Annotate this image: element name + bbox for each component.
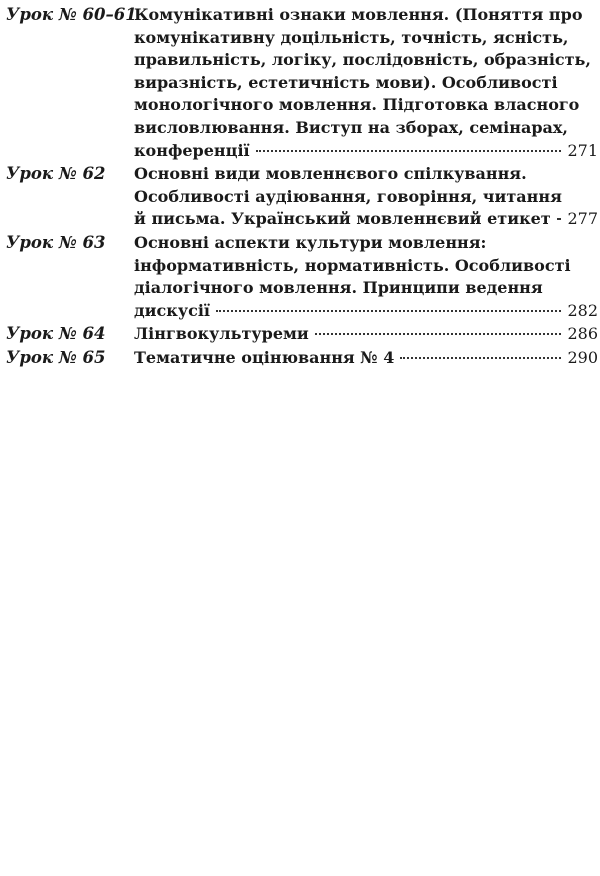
title-line: Тематичне оцінювання № 4 bbox=[134, 347, 395, 367]
page-number: 277 bbox=[567, 209, 598, 229]
lesson-title bbox=[134, 347, 598, 370]
title-line: монологічного мовлення. Підготовка власного bbox=[134, 95, 580, 115]
toc-entry-lesson-60-61 bbox=[6, 4, 598, 162]
title-last-line bbox=[134, 300, 598, 323]
title-line: правильність, логіку, послідовність, образність, bbox=[134, 50, 591, 70]
page-number: 271 bbox=[567, 140, 598, 160]
title-line: конференції bbox=[134, 140, 250, 160]
title-line: Особливості аудіювання, говоріння, читання bbox=[134, 186, 562, 206]
lesson-number: Урок № 60–61 bbox=[6, 5, 137, 24]
table-of-contents bbox=[6, 4, 598, 371]
title-line: Основні види мовленнєвого спілкування. bbox=[134, 164, 527, 184]
title-last-line bbox=[134, 323, 598, 346]
title-last-line bbox=[134, 208, 598, 231]
lesson-title bbox=[134, 163, 598, 231]
toc-entry-lesson-62 bbox=[6, 163, 598, 231]
page-number: 286 bbox=[567, 324, 598, 344]
lesson-number: Урок № 65 bbox=[6, 347, 106, 367]
page-number: 282 bbox=[567, 300, 598, 320]
title-line: інформативність, нормативність. Особливості bbox=[134, 255, 571, 275]
title-line: виразність, естетичність мови). Особливості bbox=[134, 72, 558, 92]
title-line: діалогічного мовлення. Принципи ведення bbox=[134, 278, 543, 298]
page-number: 290 bbox=[567, 347, 598, 367]
dot-leader bbox=[400, 357, 561, 359]
title-line: Комунікативні ознаки мовлення. (Поняття про bbox=[134, 5, 583, 24]
lesson-number: Урок № 62 bbox=[6, 164, 106, 184]
dot-leader bbox=[256, 150, 562, 152]
lesson-number: Урок № 63 bbox=[6, 232, 106, 252]
title-last-line bbox=[134, 140, 598, 163]
dot-leader bbox=[216, 310, 561, 312]
lesson-number: Урок № 64 bbox=[6, 324, 106, 344]
title-line: Лінгвокультуреми bbox=[134, 324, 309, 344]
dot-leader bbox=[557, 218, 562, 220]
dot-leader bbox=[315, 333, 562, 335]
title-line: комунікативну доцільність, точність, ясність, bbox=[134, 27, 569, 47]
lesson-title bbox=[134, 323, 598, 346]
title-line: висловлювання. Виступ на зборах, семінарах, bbox=[134, 117, 568, 137]
toc-entry-lesson-63 bbox=[6, 232, 598, 322]
lesson-title bbox=[134, 4, 598, 162]
toc-entry-lesson-65 bbox=[6, 347, 598, 370]
title-last-line bbox=[134, 347, 598, 370]
title-line: дискусії bbox=[134, 300, 210, 320]
toc-entry-lesson-64 bbox=[6, 323, 598, 346]
lesson-title bbox=[134, 232, 598, 322]
title-line: й письма. Український мовленнєвий етикет bbox=[134, 209, 551, 229]
title-line: Основні аспекти культури мовлення: bbox=[134, 232, 487, 252]
